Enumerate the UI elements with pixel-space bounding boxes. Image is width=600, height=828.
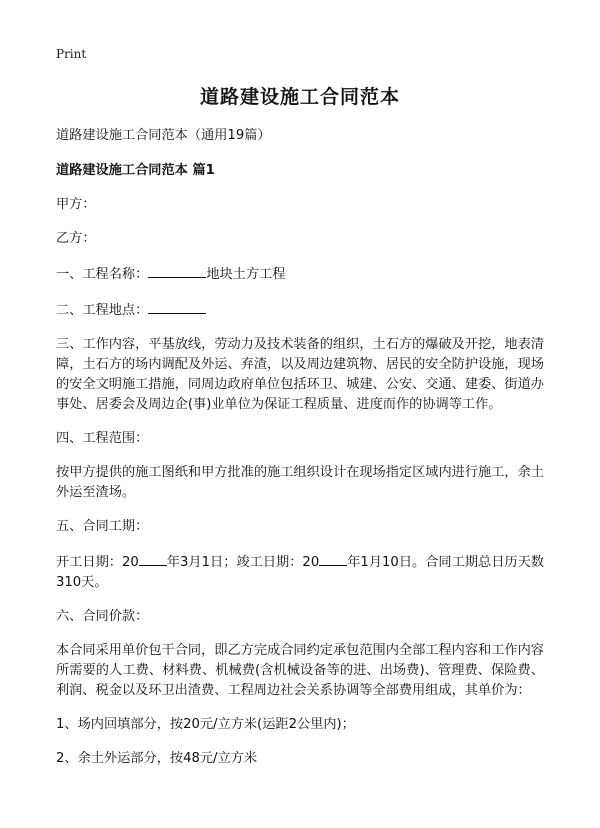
project-name-suffix: 地块土方工程 bbox=[206, 267, 286, 282]
party-a-label: 甲方： bbox=[56, 197, 96, 212]
project-scope-paragraph: 按甲方提供的施工图纸和甲方批准的施工组织设计在现场指定区域内进行施工，余土外运至渣场。 bbox=[56, 465, 544, 500]
project-scope-heading: 四、工程范围： bbox=[56, 431, 149, 446]
contract-duration-text: 年1月10日。合同工期总日历天数310天。 bbox=[56, 555, 545, 590]
start-year-blank bbox=[139, 551, 167, 566]
section-title: 道路建设施工合同范本 篇1 bbox=[56, 163, 215, 178]
project-location-blank bbox=[148, 299, 206, 314]
party-b-label: 乙方： bbox=[56, 231, 96, 246]
price-item-backfill: 1、场内回填部分，按20元/立方米(运距2公里内)； bbox=[56, 717, 355, 732]
print-label: Print bbox=[56, 47, 87, 61]
contract-price-paragraph: 本合同采用单价包干合同，即乙方完成合同约定承包范围内全部工程内容和工作内容所需要的人工费、材料费、机械费(含机械设备等的进、出场费)、管理费、保险费、利润、税金以及环卫出渣费、工程周边社会关系协调等全部费用组成，其单价为： bbox=[56, 643, 544, 698]
work-content-paragraph: 三、工作内容，平基放线，劳动力及技术装备的组织，土石方的爆破及开挖，地表清障，土石方的场内调配及外运、弃渣，以及周边建筑物、居民的安全防护设施，现场的安全文明施工措施，同周边政府单位包括环卫、城建、公安、交通、建委、街道办事处、居委会及周边企(事)业单位为保证工程质量、进度而作的协调等工作。 bbox=[56, 337, 544, 412]
completion-date-label: 年3月1日；竣工日期：20 bbox=[166, 555, 320, 570]
completion-year-blank bbox=[319, 551, 347, 566]
contract-price-heading: 六、合同价款： bbox=[56, 609, 149, 624]
project-name-label: 一、工程名称： bbox=[56, 267, 149, 282]
project-name-blank bbox=[148, 263, 206, 278]
project-location-label: 二、工程地点： bbox=[56, 303, 149, 318]
contract-period-paragraph bbox=[56, 551, 544, 593]
document-subtitle: 道路建设施工合同范本（通用19篇） bbox=[56, 128, 271, 143]
project-location-line bbox=[56, 299, 544, 321]
start-date-label: 开工日期：20 bbox=[56, 555, 139, 570]
project-name-line bbox=[56, 263, 544, 285]
contract-period-heading: 五、合同工期： bbox=[56, 519, 149, 534]
price-item-excess-soil: 2、余土外运部分，按48元/立方米 bbox=[56, 751, 258, 766]
document-title: 道路建设施工合同范本 bbox=[199, 86, 400, 108]
